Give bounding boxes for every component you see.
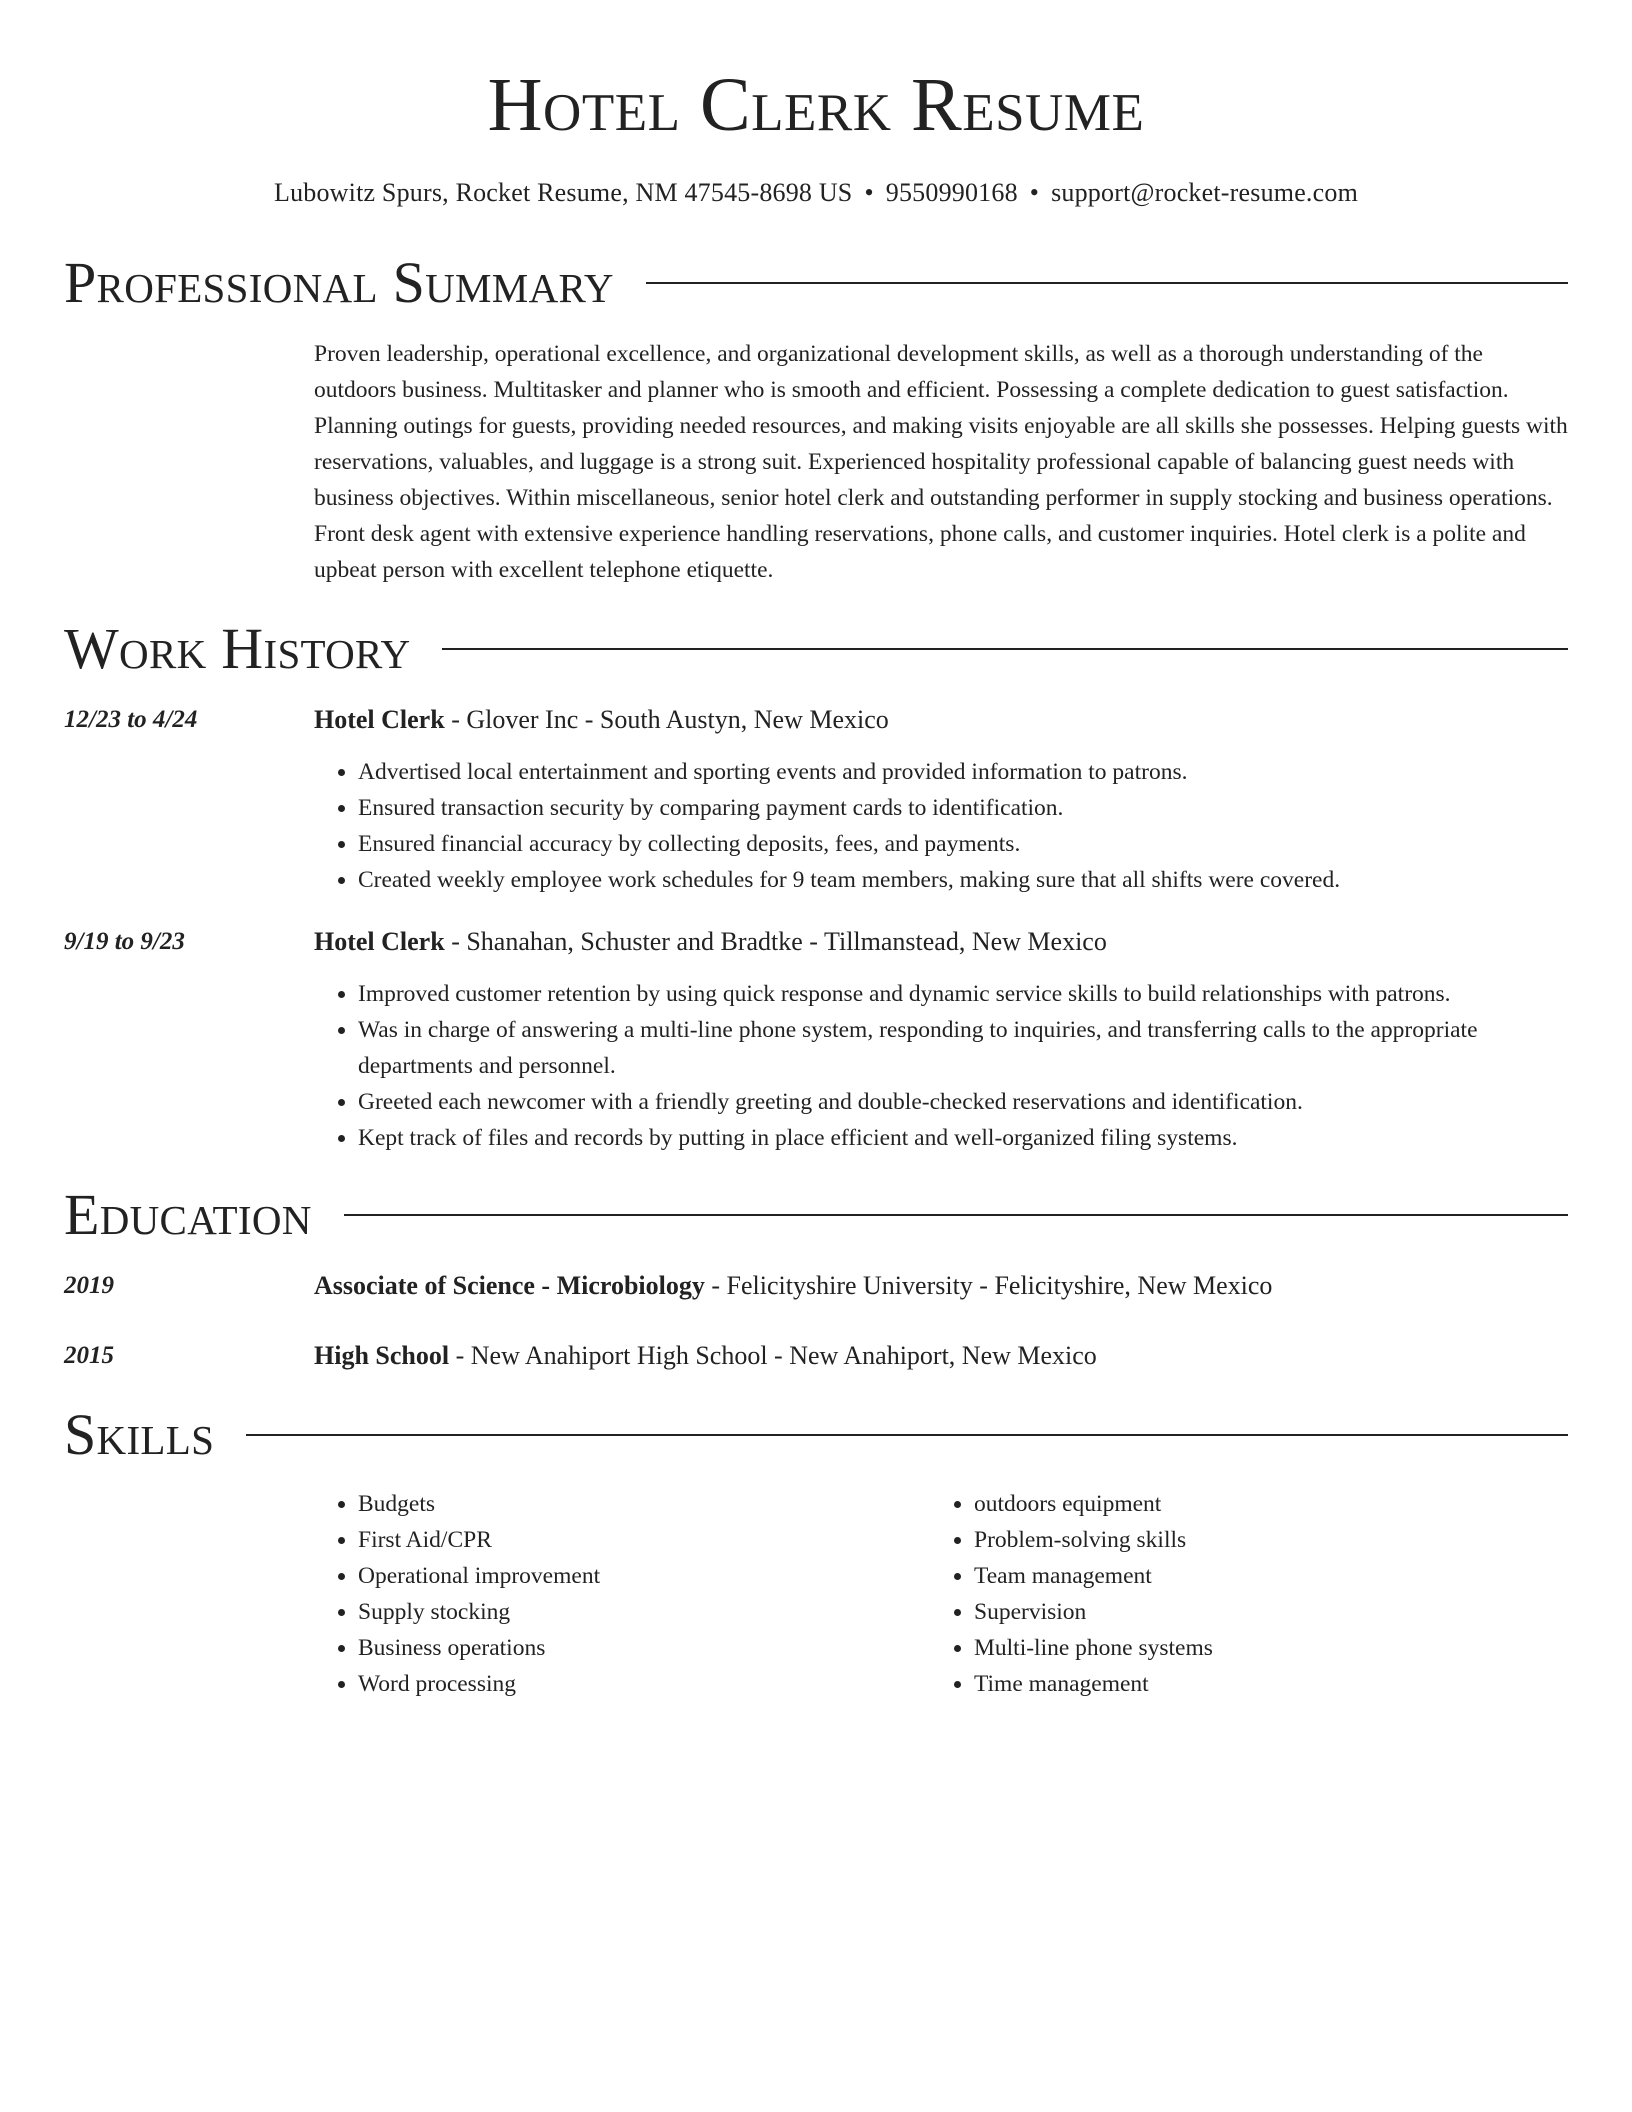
education-year: 2019 xyxy=(64,1272,114,1299)
job-bullets xyxy=(314,976,1568,1156)
job-body xyxy=(314,922,1568,1156)
skill-item: • Team management xyxy=(974,1558,1568,1594)
skills-heading: Skills xyxy=(64,1402,215,1467)
job-title-line xyxy=(314,700,1568,740)
education-heading: Education xyxy=(64,1182,312,1247)
education-entry xyxy=(64,1266,1568,1306)
job-entry xyxy=(64,922,1568,1156)
education-line xyxy=(314,1266,1272,1306)
skill-item: • First Aid/CPR xyxy=(358,1522,930,1558)
job-body xyxy=(314,700,1568,898)
job-dates: 9/19 to 9/23 xyxy=(64,928,185,955)
section-divider xyxy=(344,1214,1568,1216)
skill-item: • Supervision xyxy=(974,1594,1568,1630)
education-section-header xyxy=(64,1184,1568,1246)
contact-separator: • xyxy=(864,178,874,207)
education-line xyxy=(314,1336,1097,1376)
skills-list xyxy=(314,1486,1568,1702)
skill-item: • Word processing xyxy=(358,1666,930,1702)
section-divider xyxy=(246,1434,1568,1436)
skill-item: • outdoors equipment xyxy=(974,1486,1568,1522)
skills-column-left xyxy=(314,1486,930,1702)
list-item: • Greeted each newcomer with a friendly greeting and double-checked reservations and identification. xyxy=(358,1084,1568,1120)
skill-item: • Time management xyxy=(974,1666,1568,1702)
list-item: • Created weekly employee work schedules for 9 team members, making sure that all shifts were covered. xyxy=(358,862,1568,898)
education-details: - Felicityshire University - Felicityshire, New Mexico xyxy=(704,1271,1273,1300)
summary-section-header xyxy=(64,252,1568,314)
list-item: • Kept track of files and records by putting in place efficient and well-organized filing systems. xyxy=(358,1120,1568,1156)
summary-text: Proven leadership, operational excellence, and organizational development skills, as well as a thorough understanding of the outdoors business. Multitasker and planner who is smooth and efficient. Possessing a complete dedication to guest satisfaction. Planning outings for guests, providing needed resources, and making visits enjoyable are all skills she possesses. Helping guests with reservations, valuables, and luggage is a strong suit. Experienced hospitality professional capable of balancing guest needs with business objectives. Within miscellaneous, senior hotel clerk and outstanding performer in supply stocking and business operations. Front desk agent with extensive experience handling reservations, phone calls, and customer inquiries. Hotel clerk is a polite and upbeat person with excellent telephone etiquette. xyxy=(314,341,1568,583)
contact-address: Lubowitz Spurs, Rocket Resume, NM 47545-8698 US xyxy=(273,178,853,207)
job-entry xyxy=(64,700,1568,898)
list-item: • Advertised local entertainment and sporting events and provided information to patrons. xyxy=(358,754,1568,790)
education-entry xyxy=(64,1336,1568,1376)
list-item: • Improved customer retention by using quick response and dynamic service skills to build relationships with patrons. xyxy=(358,976,1568,1012)
education-year: 2015 xyxy=(64,1342,114,1369)
skill-item: • Operational improvement xyxy=(358,1558,930,1594)
education-degree: High School xyxy=(314,1341,450,1370)
section-divider xyxy=(442,648,1568,650)
contact-phone: 9550990168 xyxy=(885,178,1018,207)
resume-title: Hotel Clerk Resume xyxy=(487,63,1145,147)
job-title: Hotel Clerk xyxy=(314,927,445,956)
list-item: • Was in charge of answering a multi-line phone system, responding to inquiries, and transferring calls to the appropriate departments and personnel. xyxy=(358,1012,1568,1084)
job-details: - Shanahan, Schuster and Bradtke - Tillmanstead, New Mexico xyxy=(444,927,1107,956)
skill-item: • Problem-solving skills xyxy=(974,1522,1568,1558)
skill-item: • Business operations xyxy=(358,1630,930,1666)
contact-email: support@rocket-resume.com xyxy=(1051,178,1359,207)
skill-item: • Multi-line phone systems xyxy=(974,1630,1568,1666)
contact-line xyxy=(64,176,1568,210)
skills-column-right xyxy=(930,1486,1568,1702)
list-item: • Ensured transaction security by comparing payment cards to identification. xyxy=(358,790,1568,826)
education-degree: Associate of Science - Microbiology xyxy=(314,1271,705,1300)
work-section-header xyxy=(64,618,1568,680)
job-title: Hotel Clerk xyxy=(314,705,445,734)
skill-item: • Budgets xyxy=(358,1486,930,1522)
summary-heading: Professional Summary xyxy=(64,250,614,315)
job-title-line xyxy=(314,922,1568,962)
contact-separator: • xyxy=(1029,178,1040,207)
job-dates: 12/23 to 4/24 xyxy=(64,706,198,733)
skills-section-header xyxy=(64,1404,1568,1466)
section-divider xyxy=(646,282,1568,284)
job-details: - Glover Inc - South Austyn, New Mexico xyxy=(444,705,889,734)
job-bullets xyxy=(314,754,1568,898)
list-item: • Ensured financial accuracy by collecting deposits, fees, and payments. xyxy=(358,826,1568,862)
work-heading: Work History xyxy=(64,616,411,681)
skill-item: • Supply stocking xyxy=(358,1594,930,1630)
education-details: - New Anahiport High School - New Anahiport, New Mexico xyxy=(449,1341,1097,1370)
